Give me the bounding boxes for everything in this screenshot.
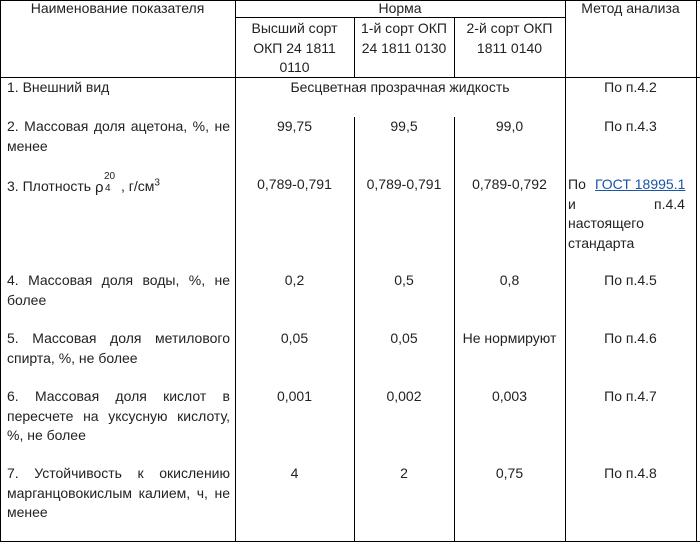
rho-subscript: 4 (104, 183, 111, 194)
table-bottom-border (0, 541, 700, 542)
row-2-value-1: 99,5 (390, 118, 418, 134)
row-3-value-top: 0,789-0,791 (257, 176, 332, 192)
row-6-name-line: пересчете на уксусную кислоту, (7, 407, 230, 424)
row-3-value-1: 0,789-0,791 (366, 176, 442, 192)
row-3-method-po: По (568, 176, 586, 192)
row-2-value-top: 99,75 (276, 118, 313, 134)
header-method: Метод анализа (581, 0, 680, 16)
row-7-value-top: 4 (290, 465, 299, 481)
density-symbol (94, 171, 121, 196)
header-grade-top-line: Высший сорт (251, 20, 338, 36)
header-grade-2-line: 2-й сорт ОКП (466, 20, 553, 36)
unit-superscript: 3 (154, 177, 160, 189)
row-7-name-line: 7. Устойчивость к окислению (7, 465, 230, 481)
header-name: Наименование показателя (30, 0, 205, 16)
row-2-value-2: 99,0 (495, 118, 524, 134)
table-left-border (0, 0, 1, 542)
rho-symbol: ρ (94, 179, 104, 196)
row-2-method: По п.4.3 (604, 118, 657, 134)
row-5-name-line: 5. Массовая доля метилового (7, 330, 230, 346)
row-3-name (7, 171, 160, 197)
row-5-value-top: 0,05 (280, 330, 309, 346)
header-grade-1-line: 1-й сорт ОКП (361, 20, 447, 36)
row-6-value-1: 0,002 (386, 388, 422, 404)
row-3-method-p44: п.4.4 (654, 195, 685, 212)
header-grade-top-line: ОКП 24 1811 (253, 39, 336, 56)
row-7-method: По п.4.8 (604, 465, 657, 481)
row-2-name-line: 2. Массовая доля ацетона, %, не (7, 118, 230, 134)
header-grade-top-line: 0110 (279, 59, 310, 75)
row-2-name-line: менее (7, 137, 48, 154)
row-4-name-line: 4. Массовая доля воды, %, не (7, 272, 230, 288)
row-5-method: По п.4.6 (604, 330, 657, 346)
header-grade-2-line: 1811 0140 (476, 39, 543, 56)
row-4-value-2: 0,8 (499, 272, 520, 288)
row-7-value-1: 2 (400, 465, 408, 481)
row-5-name-line: спирта, %, не более (7, 349, 138, 366)
row-4-value-top: 0,2 (284, 272, 305, 288)
row-6-method: По п.4.7 (604, 388, 657, 404)
row-6-name-line: 6. Массовая доля кислот в (7, 388, 230, 404)
row-1-merged-value: Бесцветная прозрачная жидкость (290, 79, 510, 95)
gost-link[interactable]: ГОСТ 18995.1 (595, 176, 686, 192)
header-norm: Норма (378, 0, 422, 16)
row-3-method-line: стандарта (568, 234, 635, 251)
rho-superscript: 20 (103, 171, 116, 182)
row-5-value-1: 0,05 (390, 330, 418, 346)
row-7-name-line: менее (7, 504, 48, 520)
row-6-value-top: 0,001 (276, 388, 313, 404)
table-right-border (696, 0, 697, 542)
row-5-value-2: Не нормируют (462, 330, 557, 346)
header-grade-1-line: 24 1811 0130 (361, 39, 447, 56)
row-3-name-pre: 3. Плотность (7, 178, 92, 194)
row-3-value-2: 0,789-0,792 (472, 176, 547, 192)
row-6-name-line: %, не более (7, 427, 86, 443)
row-4-value-1: 0,5 (394, 272, 414, 288)
row-4-method: По п.4.5 (604, 272, 657, 288)
row-3-name-post: , г/см (120, 178, 155, 194)
row-6-value-2: 0,003 (491, 388, 528, 404)
row-7-name-line: марганцовокислым калием, ч, не (7, 484, 230, 501)
row-1-method: По п.4.2 (604, 79, 657, 95)
row-3-method-line: настоящего (568, 215, 644, 231)
row-4-name-line: более (7, 291, 47, 308)
row-1-name: 1. Внешний вид (7, 79, 110, 95)
row-7-value-2: 0,75 (495, 465, 524, 481)
row-3-method-i: и (568, 195, 576, 212)
